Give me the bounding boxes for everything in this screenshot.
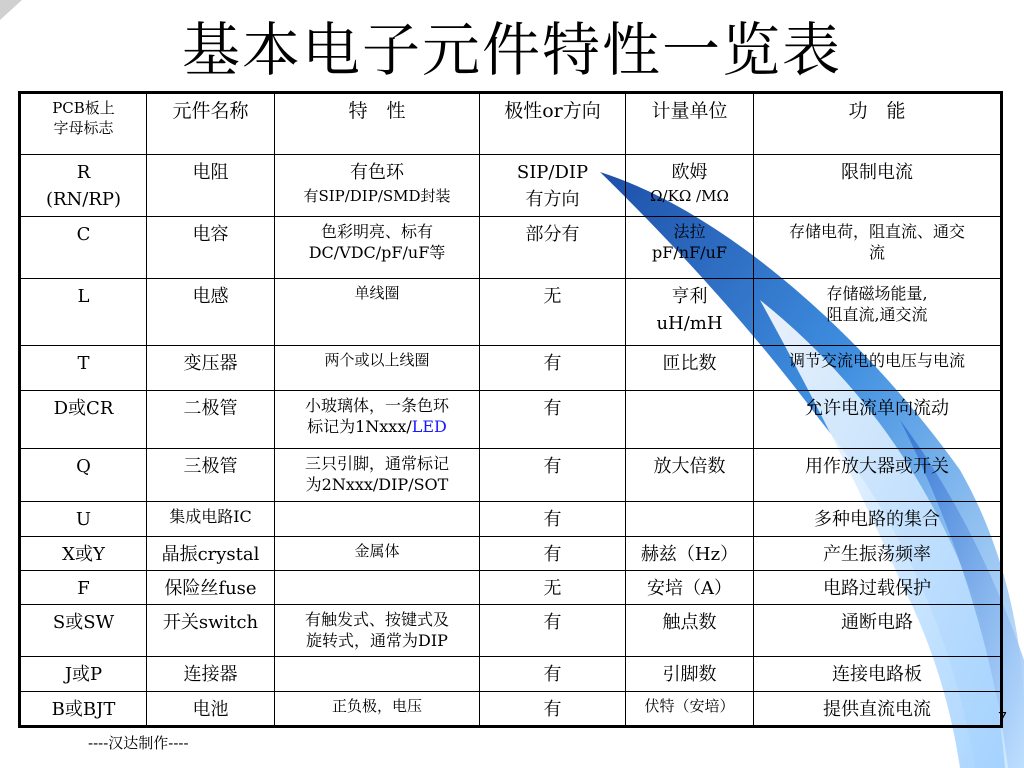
page-title: 基本电子元件特性一览表: [181, 16, 842, 84]
code-line: (RN/RP): [45, 189, 122, 210]
cell-code: C: [20, 217, 147, 279]
cell-name: 电容: [147, 217, 275, 279]
cell-feature: [275, 605, 480, 657]
cell-code: L: [20, 279, 147, 346]
polarity-line: 有方向: [525, 189, 580, 210]
cell-feature: 正负极，电压: [275, 692, 480, 727]
cell-polarity: 有: [480, 502, 626, 537]
cell-code: D或CR: [20, 391, 147, 449]
cell-feature: [275, 449, 480, 502]
cell-code: Q: [20, 449, 147, 502]
component-table: [18, 91, 1003, 728]
cell-code: J或P: [20, 657, 147, 692]
cell-feature: [275, 502, 480, 537]
header-polarity: 极性or方向: [480, 93, 626, 155]
table-row: [20, 217, 1002, 279]
cell-unit: 匝比数: [626, 346, 754, 391]
cell-polarity: [480, 155, 626, 217]
cell-function: 允许电流单向流动: [754, 391, 1002, 449]
cell-function: 产生振荡频率: [754, 537, 1002, 571]
cell-polarity: 有: [480, 346, 626, 391]
cell-feature: 单线圈: [275, 279, 480, 346]
table-row: [20, 605, 1002, 657]
cell-name: 集成电路IC: [147, 502, 275, 537]
footer-credit: ----汉达制作----: [88, 734, 189, 752]
table-row: [20, 346, 1002, 391]
feature-line: 色彩明亮、标有: [320, 222, 433, 241]
feature-text: 标记为1Nxxx/: [307, 417, 412, 436]
cell-name: 晶振crystal: [147, 537, 275, 571]
polarity-line: SIP/DIP: [516, 162, 589, 183]
header-name: 元件名称: [147, 93, 275, 155]
header-unit: 计量单位: [626, 93, 754, 155]
table-row: [20, 571, 1002, 605]
cell-polarity: 部分有: [480, 217, 626, 279]
cell-unit: 引脚数: [626, 657, 754, 692]
cell-feature: 金属体: [275, 537, 480, 571]
table-row: [20, 537, 1002, 571]
header-feature: 特 性: [275, 93, 480, 155]
cell-unit: [626, 502, 754, 537]
unit-line: pF/nF/uF: [652, 243, 727, 262]
cell-feature: [275, 391, 480, 449]
cell-unit: [626, 217, 754, 279]
cell-name: 保险丝fuse: [147, 571, 275, 605]
cell-name: 电池: [147, 692, 275, 727]
header-code-line: PCB板上: [52, 99, 115, 117]
table-row: [20, 657, 1002, 692]
header-function: 功 能: [754, 93, 1002, 155]
cell-code: S或SW: [20, 605, 147, 657]
feature-line: DC/VDC/pF/uF等: [308, 243, 446, 262]
cell-feature: [275, 657, 480, 692]
feature-line: 旋转式，通常为DIP: [306, 631, 448, 650]
table-row: [20, 449, 1002, 502]
cell-unit: 触点数: [626, 605, 754, 657]
cell-unit: 放大倍数: [626, 449, 754, 502]
cell-function: 限制电流: [754, 155, 1002, 217]
cell-code: F: [20, 571, 147, 605]
table-row: [20, 502, 1002, 537]
unit-line: 法拉: [673, 222, 706, 241]
feature-line: 有SIP/DIP/SMD封装: [303, 187, 451, 205]
unit-line: Ω/KΩ /MΩ: [650, 187, 729, 205]
cell-unit: [626, 391, 754, 449]
cell-feature: [275, 571, 480, 605]
cell-feature: 两个或以上线圈: [275, 346, 480, 391]
function-line: 存储电荷，阻直流、通交: [788, 222, 965, 241]
led-text: LED: [411, 417, 447, 436]
cell-function: 电路过载保护: [754, 571, 1002, 605]
cell-unit: 安培（A）: [626, 571, 754, 605]
cell-name: 连接器: [147, 657, 275, 692]
cell-function: 用作放大器或开关: [754, 449, 1002, 502]
feature-line: [278, 416, 476, 437]
cell-function: 多种电路的集合: [754, 502, 1002, 537]
cell-polarity: 有: [480, 449, 626, 502]
cell-function: 调节交流电的电压与电流: [754, 346, 1002, 391]
cell-function: 连接电路板: [754, 657, 1002, 692]
feature-line: 三只引脚，通常标记: [304, 454, 449, 473]
cell-code: B或BJT: [20, 692, 147, 727]
cell-polarity: 无: [480, 571, 626, 605]
cell-polarity: 有: [480, 605, 626, 657]
cell-name: 变压器: [147, 346, 275, 391]
unit-line: 亨利: [671, 286, 708, 307]
cell-code: [20, 155, 147, 217]
cell-unit: [626, 155, 754, 217]
cell-code: T: [20, 346, 147, 391]
cell-feature: [275, 155, 480, 217]
feature-line: 为2Nxxx/DIP/SOT: [305, 475, 449, 494]
cell-polarity: 有: [480, 657, 626, 692]
feature-line: 有色环: [350, 162, 404, 183]
table-row: [20, 279, 1002, 346]
cell-polarity: 无: [480, 279, 626, 346]
cell-polarity: 有: [480, 692, 626, 727]
function-line: 阻直流,通交流: [826, 305, 928, 324]
cell-unit: 赫兹（Hz）: [626, 537, 754, 571]
cell-code: U: [20, 502, 147, 537]
cell-name: 二极管: [147, 391, 275, 449]
cell-unit: 伏特（安培）: [626, 692, 754, 727]
cell-name: 电感: [147, 279, 275, 346]
feature-line: 小玻璃体，一条色环: [304, 396, 449, 415]
cell-function: [754, 279, 1002, 346]
cell-feature: [275, 217, 480, 279]
table-row: [20, 391, 1002, 449]
table-row: [20, 692, 1002, 727]
table-header-row: [20, 93, 1002, 155]
cell-polarity: 有: [480, 391, 626, 449]
cell-polarity: 有: [480, 537, 626, 571]
cell-code: X或Y: [20, 537, 147, 571]
cell-function: 通断电路: [754, 605, 1002, 657]
cell-name: 开关switch: [147, 605, 275, 657]
page-number: 7: [998, 710, 1007, 727]
table-row: [20, 155, 1002, 217]
cell-function: 提供直流电流: [754, 692, 1002, 727]
cell-function: [754, 217, 1002, 279]
cell-name: 三极管: [147, 449, 275, 502]
unit-line: 欧姆: [671, 162, 708, 183]
function-line: 流: [868, 243, 885, 262]
function-line: 存储磁场能量,: [826, 284, 928, 303]
header-code: [20, 93, 147, 155]
cell-name: 电阻: [147, 155, 275, 217]
header-code-line: 字母标志: [53, 119, 114, 137]
feature-line: 有触发式、按键式及: [304, 610, 449, 629]
cell-unit: [626, 279, 754, 346]
unit-line: uH/mH: [656, 313, 723, 334]
code-line: R: [76, 162, 91, 183]
